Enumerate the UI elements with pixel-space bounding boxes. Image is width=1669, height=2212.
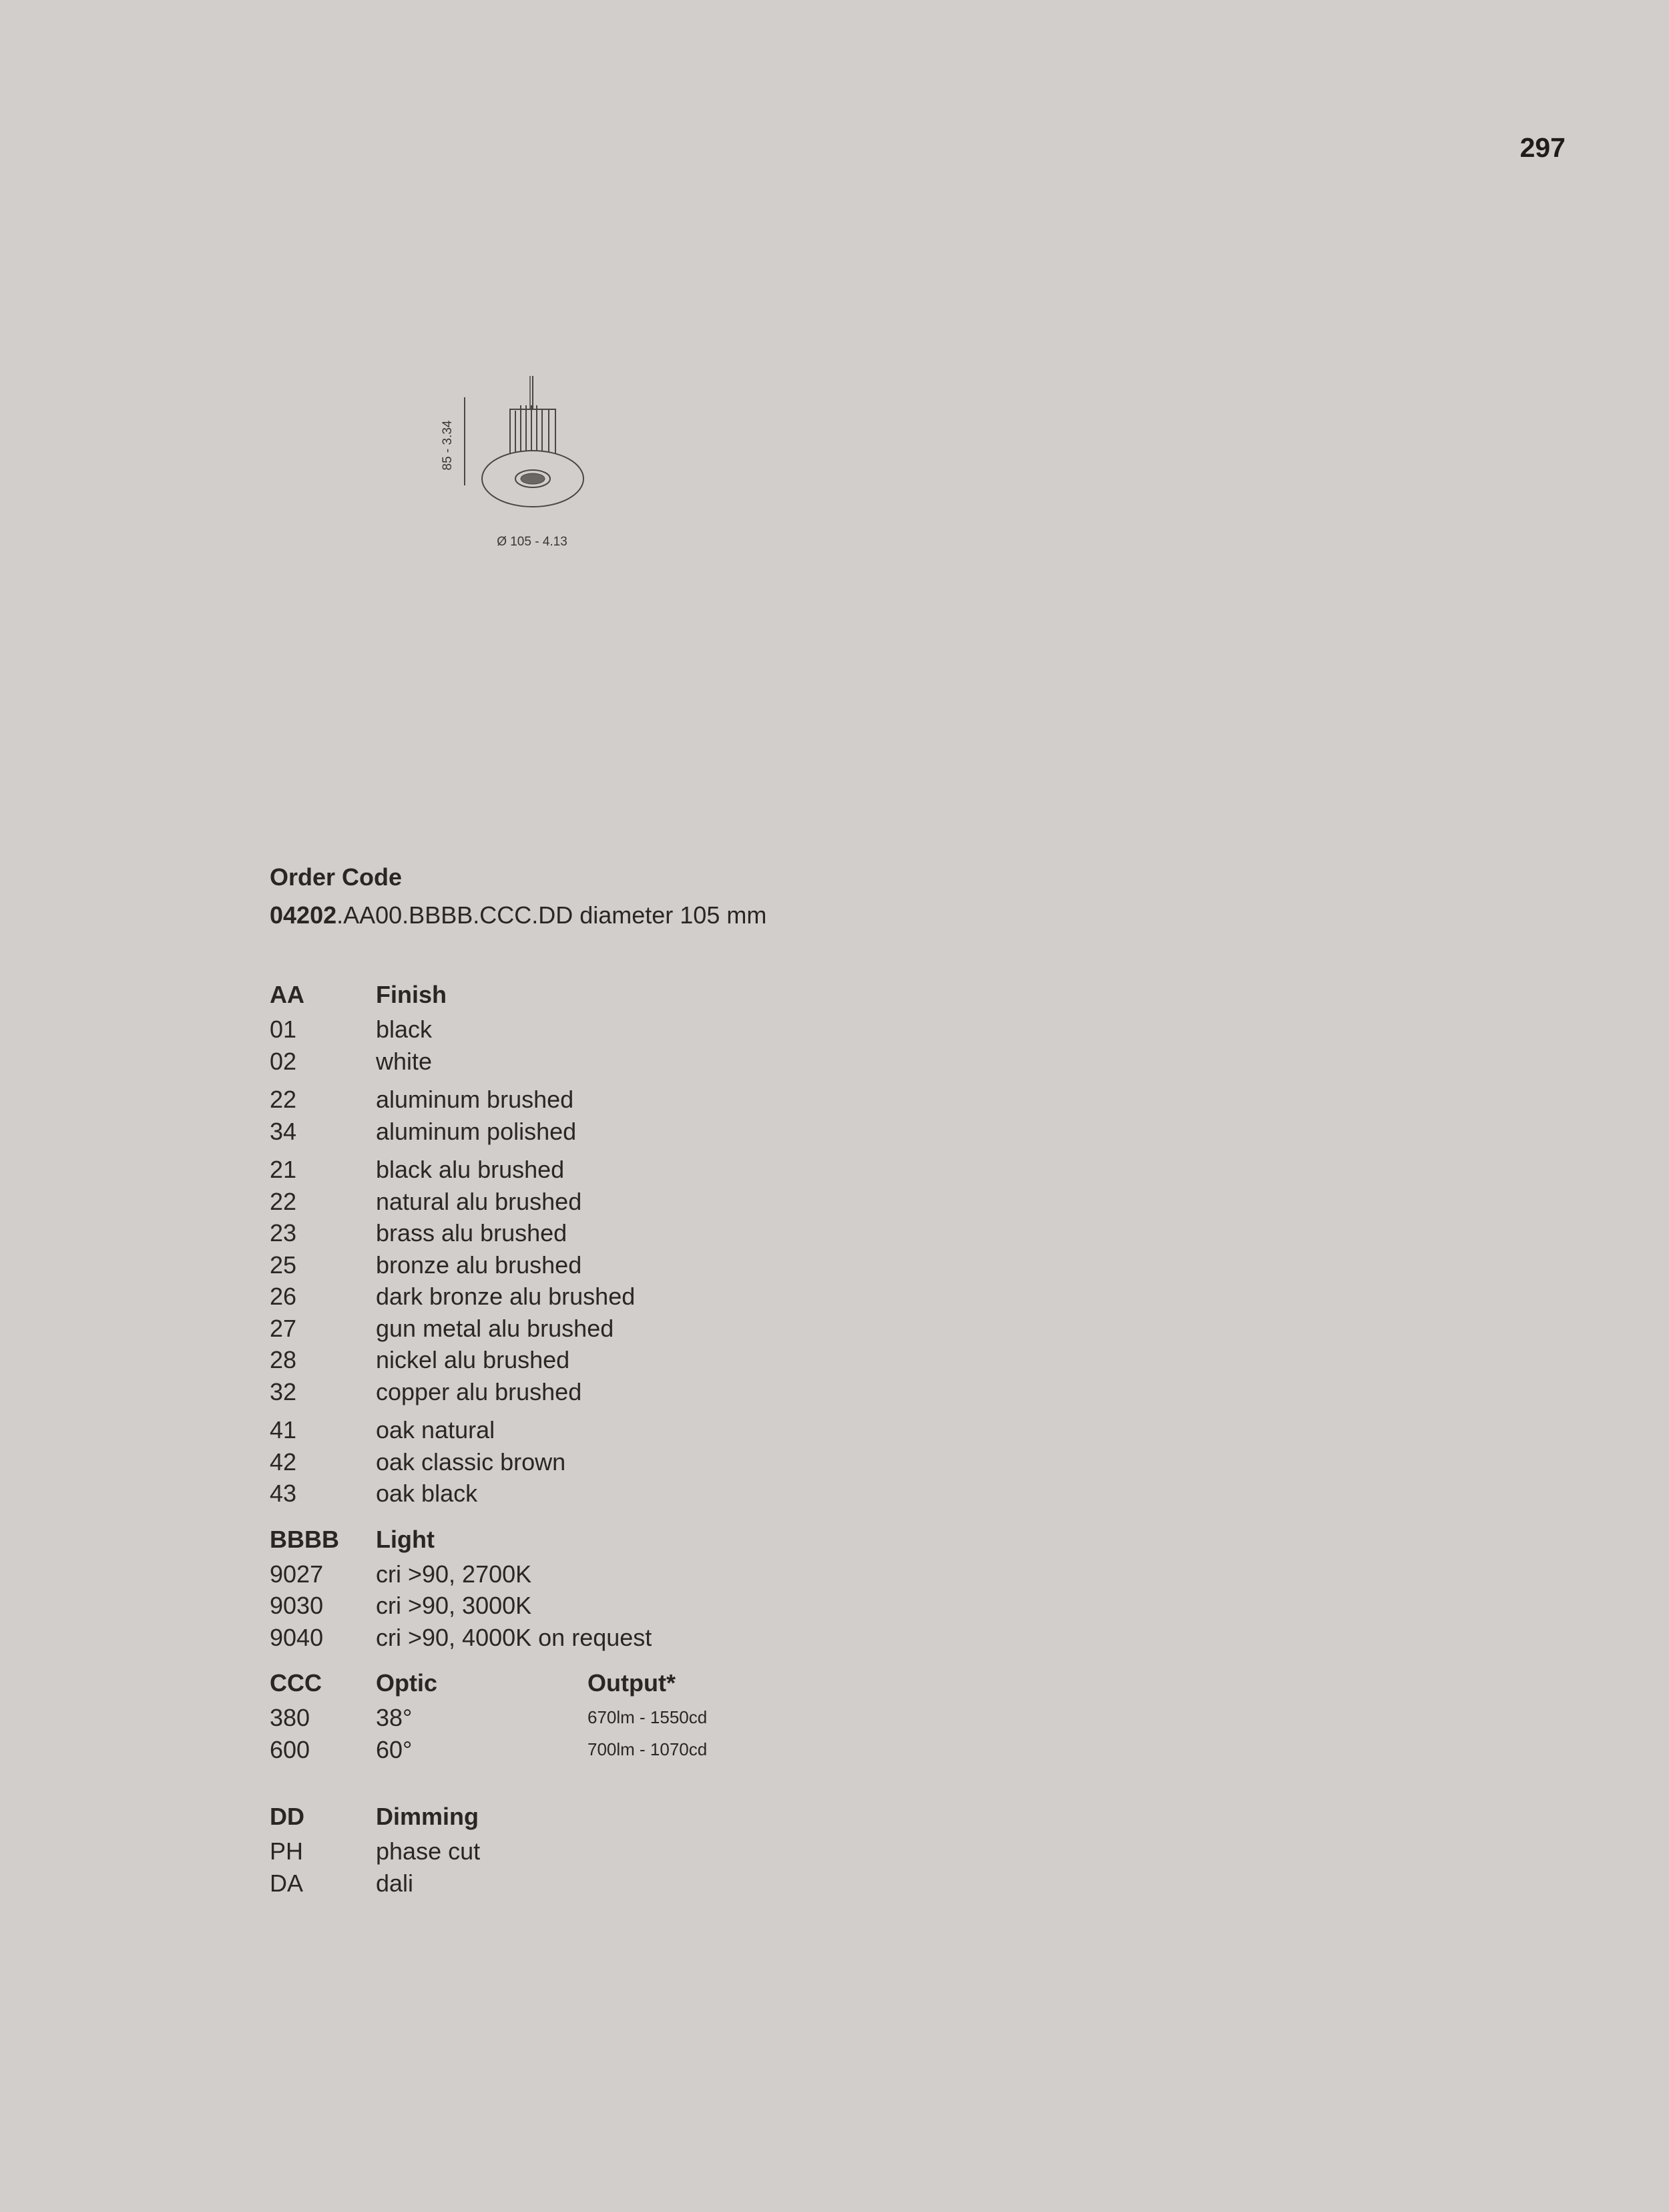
finish-row <box>270 1154 1204 1186</box>
finish-name: brass alu brushed <box>376 1219 567 1247</box>
light-code: 9027 <box>270 1560 324 1588</box>
finish-name: black alu brushed <box>376 1156 565 1183</box>
page-number: 297 <box>1519 132 1566 163</box>
optic-output-header: Output* <box>587 1669 676 1697</box>
optic-output: 700lm - 1070cd <box>587 1739 708 1759</box>
light-name-header: Light <box>376 1525 435 1553</box>
finish-code: 21 <box>270 1156 297 1183</box>
light-code: 9040 <box>270 1623 324 1651</box>
optic-code: 380 <box>270 1704 310 1731</box>
finish-code: 22 <box>270 1187 297 1215</box>
finish-code: 43 <box>270 1480 297 1507</box>
finish-name: bronze alu brushed <box>376 1251 582 1279</box>
dimming-code: PH <box>270 1837 304 1865</box>
finish-code: 01 <box>270 1016 297 1043</box>
dimming-header <box>270 1797 1204 1835</box>
finish-code: 28 <box>270 1346 297 1373</box>
finish-code: 26 <box>270 1283 297 1310</box>
light-row <box>270 1590 1204 1622</box>
optic-row <box>270 1702 1204 1734</box>
finish-code-header: AA <box>270 981 304 1008</box>
finish-row <box>270 1116 1204 1148</box>
optic-angle: 60° <box>376 1735 413 1763</box>
finish-code: 42 <box>270 1448 297 1476</box>
finish-row <box>270 1478 1204 1510</box>
optic-output: 670lm - 1550cd <box>587 1707 708 1727</box>
finish-row <box>270 1084 1204 1116</box>
finish-name: oak natural <box>376 1416 495 1444</box>
finish-name: dark bronze alu brushed <box>376 1283 636 1310</box>
light-row <box>270 1558 1204 1590</box>
light-name: cri >90, 2700K <box>376 1560 532 1588</box>
dimming-row <box>270 1867 1204 1900</box>
finish-row <box>270 1313 1204 1345</box>
finish-code: 23 <box>270 1219 297 1247</box>
optic-code-header: CCC <box>270 1669 322 1697</box>
finish-name: oak classic brown <box>376 1448 566 1476</box>
finish-name-header: Finish <box>376 981 447 1008</box>
order-code-title: Order Code <box>270 863 403 891</box>
light-row <box>270 1622 1204 1654</box>
height-dimension-label: 85 - 3.34 <box>441 420 455 471</box>
order-code-prefix: 04202 <box>270 901 337 929</box>
finish-row <box>270 1014 1204 1046</box>
dimming-row <box>270 1835 1204 1867</box>
light-name: cri >90, 4000K on request <box>376 1623 652 1651</box>
product-drawing <box>427 371 601 564</box>
finish-row <box>270 1376 1204 1408</box>
finish-name: aluminum polished <box>376 1117 577 1145</box>
finish-name: copper alu brushed <box>376 1377 582 1405</box>
light-code-header: BBBB <box>270 1525 339 1553</box>
dimming-name: dali <box>376 1869 414 1897</box>
optic-header <box>270 1664 1204 1702</box>
optic-code: 600 <box>270 1735 310 1763</box>
finish-row <box>270 1186 1204 1218</box>
finish-header <box>270 975 1204 1014</box>
finish-code: 41 <box>270 1416 297 1444</box>
finish-code: 02 <box>270 1047 297 1075</box>
finish-row <box>270 1281 1204 1313</box>
finish-code: 22 <box>270 1086 297 1113</box>
finish-name: oak black <box>376 1480 478 1507</box>
finish-name: aluminum brushed <box>376 1086 574 1113</box>
spec-section <box>270 858 1204 1899</box>
lens <box>521 473 545 484</box>
finish-code: 34 <box>270 1117 297 1145</box>
finish-row <box>270 1046 1204 1078</box>
dimming-code-header: DD <box>270 1803 304 1830</box>
finish-code: 32 <box>270 1377 297 1405</box>
finish-row <box>270 1344 1204 1376</box>
dimming-code: DA <box>270 1869 304 1897</box>
light-code: 9030 <box>270 1592 324 1619</box>
finish-row <box>270 1249 1204 1281</box>
order-code-suffix: .AA00.BBBB.CCC.DD diameter 105 mm <box>336 901 767 929</box>
dimming-name: phase cut <box>376 1837 481 1865</box>
finish-row <box>270 1446 1204 1478</box>
finish-code: 27 <box>270 1314 297 1342</box>
diameter-dimension-label: Ø 105 - 4.13 <box>497 535 567 549</box>
finish-row <box>270 1217 1204 1249</box>
finish-name: gun metal alu brushed <box>376 1314 614 1342</box>
finish-name: natural alu brushed <box>376 1187 582 1215</box>
optic-name-header: Optic <box>376 1669 438 1697</box>
optic-row <box>270 1734 1204 1766</box>
dimming-name-header: Dimming <box>376 1803 479 1830</box>
light-header <box>270 1520 1204 1558</box>
light-name: cri >90, 3000K <box>376 1592 532 1619</box>
optic-angle: 38° <box>376 1704 413 1731</box>
order-code-value <box>270 896 1204 934</box>
finish-code: 25 <box>270 1251 297 1279</box>
finish-name: nickel alu brushed <box>376 1346 570 1373</box>
finish-name: white <box>376 1047 433 1075</box>
finish-row <box>270 1414 1204 1446</box>
finish-name: black <box>376 1016 433 1043</box>
